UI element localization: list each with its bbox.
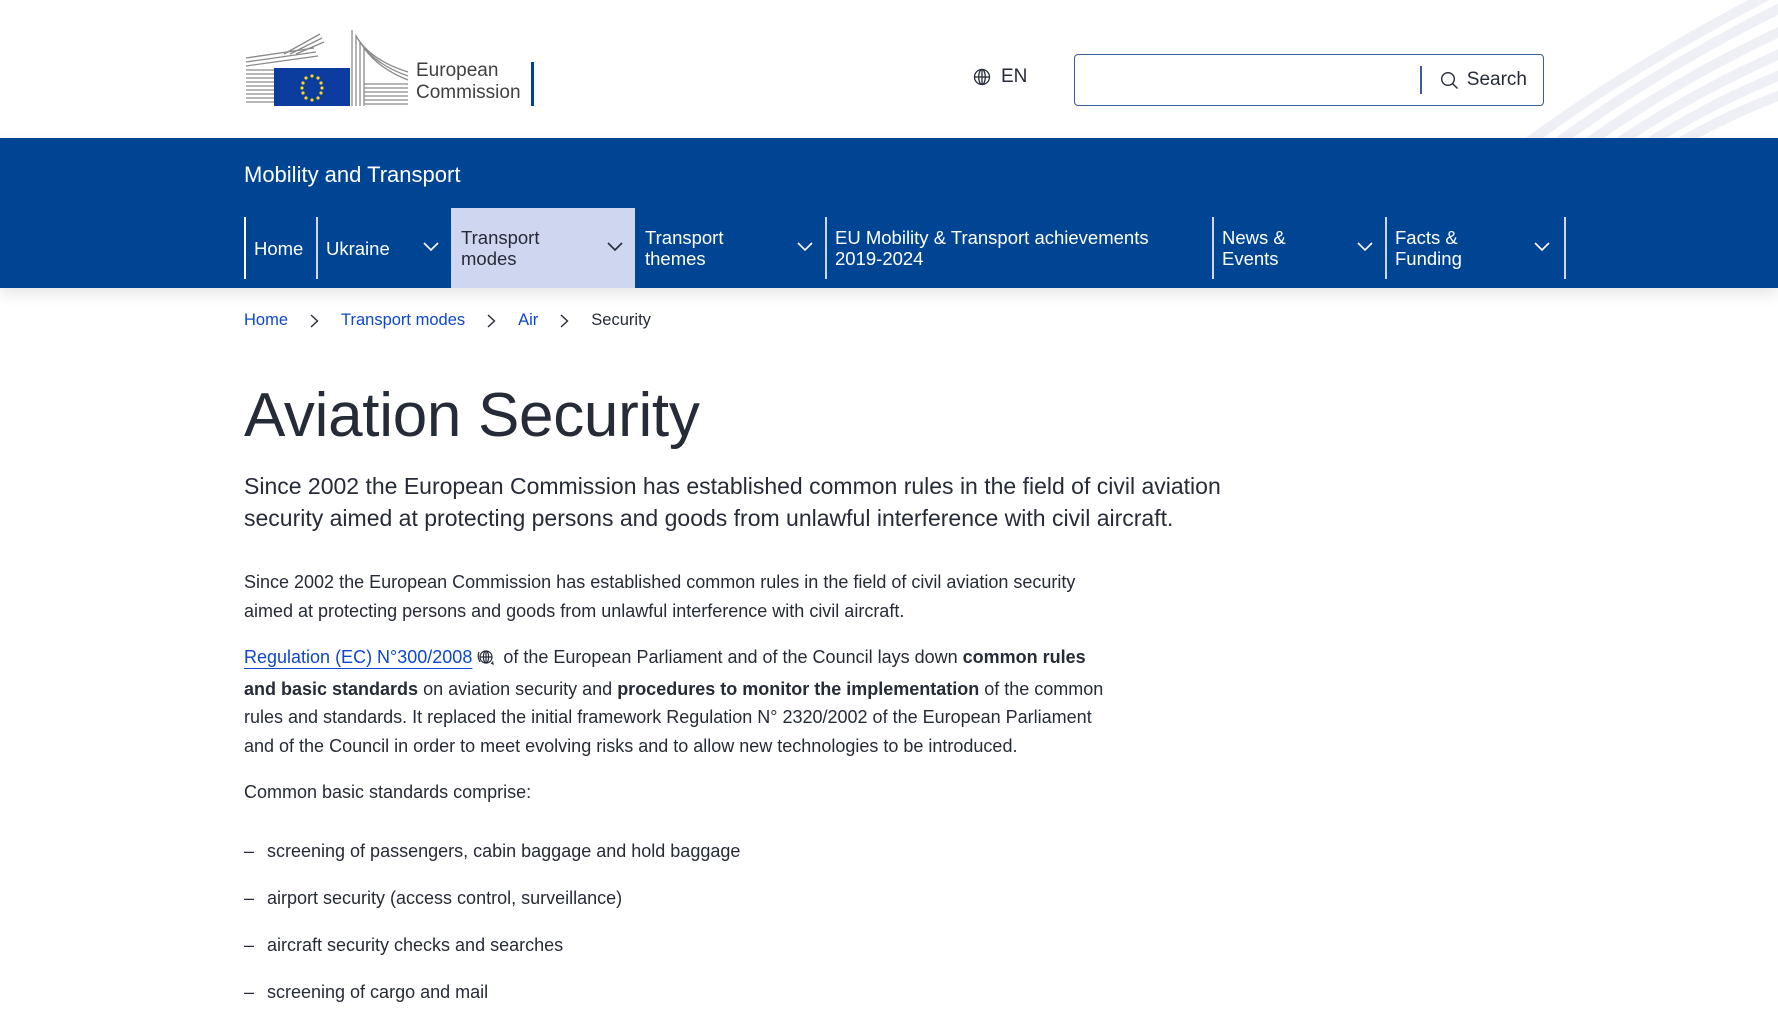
menu-item-home[interactable] bbox=[244, 208, 316, 288]
chevron-right-icon bbox=[560, 314, 569, 328]
logo-accent-bar bbox=[531, 62, 534, 106]
logo-text bbox=[416, 60, 521, 104]
language-selector[interactable] bbox=[973, 66, 1027, 88]
list-item: – aircraft security checks and searches bbox=[244, 931, 1104, 959]
chevron-down-icon[interactable] bbox=[1534, 242, 1550, 252]
standards-list bbox=[244, 837, 1104, 1006]
paragraph-standards-intro: Common basic standards comprise: bbox=[244, 782, 532, 802]
menu-item-facts-funding[interactable] bbox=[1385, 208, 1566, 288]
search-box bbox=[1074, 54, 1544, 106]
menu-item-label: EU Mobility & Transport achievements 2019-2024 bbox=[835, 227, 1149, 269]
chevron-down-icon[interactable] bbox=[797, 242, 813, 252]
breadcrumb-transport-modes[interactable]: Transport modes bbox=[341, 311, 466, 329]
menu-item-label: Transport modes bbox=[461, 227, 540, 269]
list-item: – airport security (access control, surveillance) bbox=[244, 884, 1104, 912]
site-header bbox=[0, 0, 1778, 138]
page-body bbox=[244, 568, 1104, 1006]
chevron-down-icon[interactable] bbox=[607, 242, 623, 252]
logo-text-line2: Commission bbox=[416, 82, 521, 103]
dash-bullet-icon: – bbox=[244, 981, 255, 1002]
dash-bullet-icon: – bbox=[244, 840, 255, 861]
page-title: Aviation Security bbox=[244, 381, 700, 450]
search-input[interactable] bbox=[1075, 55, 1420, 105]
emphasis-common-rules: common rules and basic standards bbox=[244, 647, 1086, 699]
dash-bullet-icon: – bbox=[244, 887, 255, 908]
paragraph-intro: Since 2002 the European Commission has established common rules in the field of civil aviation security aimed at protecting persons and goods from unlawful interference with civil aircraft. bbox=[244, 572, 1076, 621]
page-lead: Since 2002 the European Commission has established common rules in the field of civil aviation security aimed at protecting persons and goods from unlawful interference with civil aircraft. bbox=[244, 473, 1221, 531]
search-icon bbox=[1440, 71, 1459, 90]
menu-item-label: Facts & Funding bbox=[1395, 227, 1462, 269]
breadcrumb bbox=[244, 311, 651, 330]
menu-item-transport-modes[interactable] bbox=[451, 208, 635, 288]
language-code: EN bbox=[1001, 66, 1028, 87]
search-button[interactable] bbox=[1422, 55, 1543, 105]
external-language-icon[interactable] bbox=[476, 646, 496, 675]
menu-item-ukraine[interactable] bbox=[316, 208, 451, 288]
european-commission-logo[interactable] bbox=[244, 30, 534, 106]
menu-item-label: News & Events bbox=[1222, 227, 1286, 269]
commission-building-icon bbox=[350, 30, 410, 106]
emphasis-procedures: procedures to monitor the implementation bbox=[617, 678, 980, 699]
chevron-right-icon bbox=[487, 314, 496, 328]
dash-bullet-icon: – bbox=[244, 934, 255, 955]
globe-icon bbox=[973, 68, 991, 86]
main-content bbox=[244, 380, 1244, 1025]
list-item: – screening of passengers, cabin baggage and hold baggage bbox=[244, 837, 1104, 865]
breadcrumb-current: Security bbox=[591, 311, 651, 329]
site-name[interactable]: Mobility and Transport bbox=[244, 162, 461, 187]
logo-text-line1: European bbox=[416, 60, 499, 81]
site-navigation-band bbox=[0, 138, 1778, 288]
menu-item-label: Transport themes bbox=[645, 227, 724, 269]
menu-item-label: Home bbox=[254, 237, 304, 259]
commission-building-flag-icon bbox=[244, 30, 350, 106]
menu-item-label: Ukraine bbox=[326, 237, 390, 259]
chevron-down-icon[interactable] bbox=[1357, 242, 1373, 252]
menu-item-news-events[interactable] bbox=[1212, 208, 1385, 288]
menu-item-transport-themes[interactable] bbox=[635, 208, 825, 288]
regulation-link[interactable]: Regulation (EC) N°300/2008 bbox=[244, 647, 473, 667]
main-menu bbox=[244, 208, 1566, 288]
breadcrumb-home[interactable]: Home bbox=[244, 311, 289, 329]
menu-item-achievements[interactable] bbox=[825, 208, 1212, 288]
chevron-down-icon[interactable] bbox=[423, 242, 439, 252]
list-item: – screening of cargo and mail bbox=[244, 978, 1104, 1006]
breadcrumb-air[interactable]: Air bbox=[518, 311, 539, 329]
search-button-label: Search bbox=[1466, 69, 1527, 90]
chevron-right-icon bbox=[310, 314, 319, 328]
paragraph-regulation: Regulation (EC) N°300/2008 of the European Parliament and of the Council lays down common rules and basic standards on aviation security and procedures to monitor the implementation of the common rules and standards. It replaced the initial framework Regulation N° 2320/2002 of the European Parliament and of the Council in order to meet evolving risks and to allow new technologies to be introduced. bbox=[244, 647, 1104, 756]
